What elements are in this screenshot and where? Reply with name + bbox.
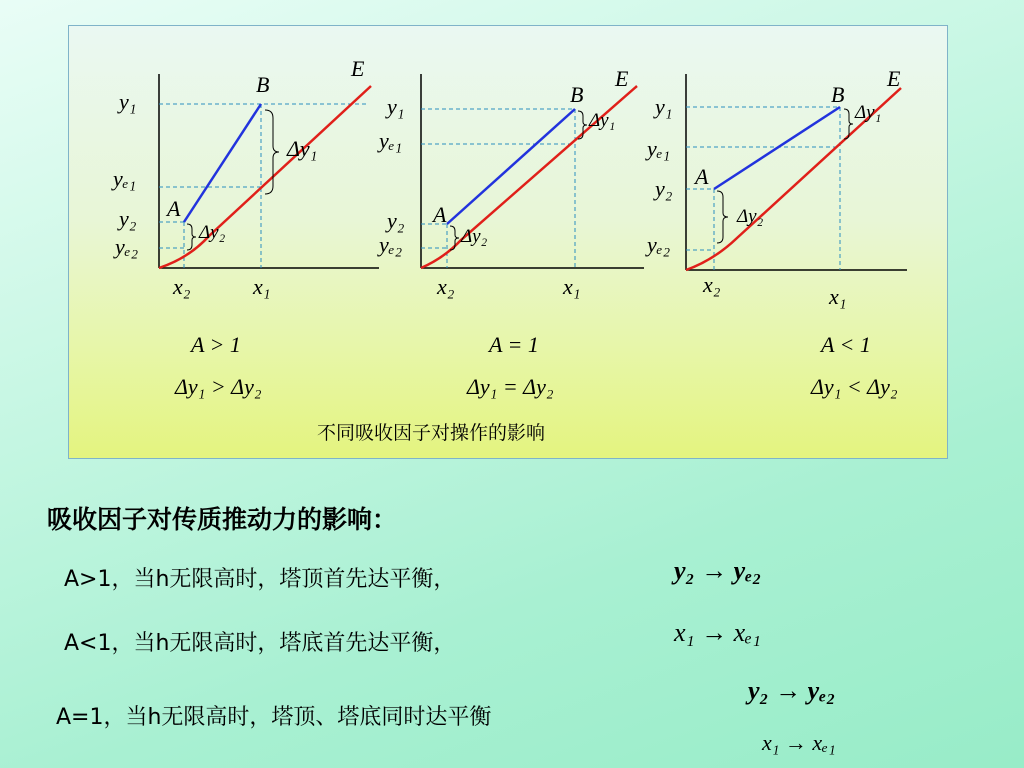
panel-1 <box>159 74 379 268</box>
math-x1-to-xe1: x₁ → xₑ₁ <box>674 618 761 647</box>
y1-label: y₁ <box>387 94 405 119</box>
delta-relation-panel-3: Δy₁ < Δy₂ <box>811 374 898 399</box>
brace-dy2 <box>187 224 196 250</box>
y2-label: y₂ <box>119 206 137 231</box>
ye1-label: yₑ₁ <box>113 166 137 191</box>
ye1-label: yₑ₁ <box>647 136 671 161</box>
delta-y2-label: Δy₂ <box>737 206 764 227</box>
x1-label: x₁ <box>563 274 581 299</box>
ye2-label: yₑ₂ <box>115 234 139 259</box>
y1-label: y₁ <box>119 89 137 114</box>
point-b-label: B <box>256 72 270 97</box>
point-a-label: A <box>695 164 709 189</box>
figure-frame <box>68 25 948 459</box>
math-x1-to-xe1-equal: x₁ → xₑ₁ <box>762 730 836 755</box>
operating-line <box>184 104 261 222</box>
y1-label: y₁ <box>655 94 673 119</box>
delta-y1-label: Δy₁ <box>287 136 318 161</box>
delta-relation-panel-1: Δy₁ > Δy₂ <box>175 374 262 399</box>
ye2-label: yₑ₂ <box>647 232 671 257</box>
x2-label: x₂ <box>437 274 455 299</box>
statement-a-equal: A=1，当h无限高时，塔顶、塔底同时达平衡 <box>56 705 492 730</box>
math-y2-to-ye2-equal: y₂ → yₑ₂ <box>748 676 836 705</box>
brace-dy2 <box>450 226 459 250</box>
point-b-label: B <box>831 82 845 107</box>
x1-label: x₁ <box>829 284 847 309</box>
y2-label: y₂ <box>655 176 673 201</box>
ye1-label: yₑ₁ <box>379 128 403 153</box>
x2-label: x₂ <box>703 272 721 297</box>
panel-2 <box>421 74 644 268</box>
x1-label: x₁ <box>253 274 271 299</box>
delta-y1-label: Δy₁ <box>855 102 882 123</box>
condition-panel-2: A = 1 <box>489 332 539 357</box>
ye2-label: yₑ₂ <box>379 232 403 257</box>
point-b-label: B <box>570 82 584 107</box>
operating-line <box>714 107 840 189</box>
condition-panel-1: A > 1 <box>191 332 241 357</box>
delta-relation-panel-2: Δy₁ = Δy₂ <box>467 374 554 399</box>
equilibrium-curve <box>159 86 371 268</box>
statement-a-greater: A>1，当h无限高时，塔顶首先达平衡， <box>64 567 456 592</box>
statement-a-less: A<1，当h无限高时，塔底首先达平衡， <box>64 631 456 656</box>
operating-line <box>447 109 575 224</box>
point-e-label: E <box>351 56 365 81</box>
section-heading: 吸收因子对传质推动力的影响： <box>47 505 398 534</box>
point-a-label: A <box>433 202 447 227</box>
delta-y2-label: Δy₂ <box>199 222 226 243</box>
brace-dy2 <box>717 191 728 243</box>
point-a-label: A <box>167 196 181 221</box>
figure-caption: 不同吸收因子对操作的影响 <box>317 422 546 444</box>
delta-y1-label: Δy₁ <box>589 110 616 131</box>
delta-y2-label: Δy₂ <box>461 226 488 247</box>
x2-label: x₂ <box>173 274 191 299</box>
point-e-label: E <box>887 66 901 91</box>
point-e-label: E <box>615 66 629 91</box>
y2-label: y₂ <box>387 208 405 233</box>
math-y2-to-ye2: y₂ → yₑ₂ <box>674 556 762 585</box>
condition-panel-3: A < 1 <box>821 332 871 357</box>
